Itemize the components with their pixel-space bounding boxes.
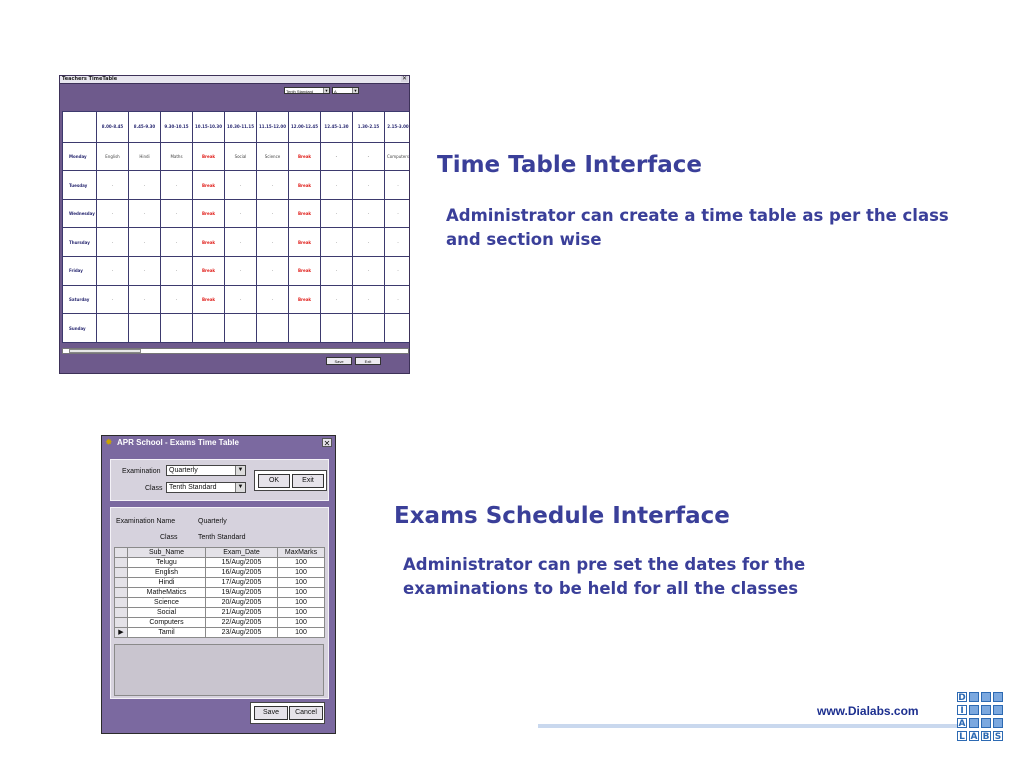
table-cell-date[interactable]: 15/Aug/2005 [206,558,278,568]
period-header: 2.15-3.00 [385,112,411,143]
day-label: Sunday [63,314,97,343]
logo-tile [993,705,1003,715]
table-cell-sub[interactable]: Tamil [128,628,206,638]
timetable-cell[interactable] [257,314,289,343]
timetable-cell[interactable]: Break [289,257,321,286]
period-header: 12.45-1.30 [321,112,353,143]
timetable-cell[interactable]: Break [289,142,321,171]
timetable-cell[interactable]: Break [193,142,225,171]
timetable-cell[interactable]: · [129,285,161,314]
class-value: Tenth Standard [198,534,246,541]
scrollbar-thumb[interactable] [69,349,141,353]
timetable-day-row [63,171,411,200]
timetable-cell[interactable]: Hindi [129,142,161,171]
dialabs-logo [957,692,1007,748]
table-cell-max[interactable]: 100 [278,608,325,618]
chevron-down-icon[interactable]: ▼ [353,88,358,93]
timetable-cell[interactable]: · [225,257,257,286]
timetable-cell[interactable]: · [321,257,353,286]
table-row[interactable] [115,608,325,618]
timetable-cell[interactable]: Break [289,228,321,257]
timetable-cell[interactable]: - [353,142,385,171]
timetable-cell[interactable]: Social [225,142,257,171]
examination-label: Examination [122,468,161,475]
examination-select[interactable] [166,465,246,476]
save-button[interactable]: Save [326,357,352,365]
column-header[interactable]: MaxMarks [278,548,325,558]
timetable-cell[interactable]: · [257,228,289,257]
table-cell-date[interactable]: 21/Aug/2005 [206,608,278,618]
row-selector[interactable] [115,588,128,598]
cancel-button[interactable]: Cancel [289,706,323,720]
timetable-cell[interactable]: · [129,171,161,200]
timetable-cell[interactable]: Break [289,171,321,200]
footer-divider [538,724,958,728]
row-selector[interactable] [115,608,128,618]
timetable-day-row [63,199,411,228]
row-selector[interactable] [115,568,128,578]
exam-selection-panel [110,459,329,501]
timetable-cell[interactable]: · [257,199,289,228]
timetable-cell[interactable]: Break [289,199,321,228]
table-cell-max[interactable]: 100 [278,628,325,638]
table-cell-sub[interactable]: English [128,568,206,578]
timetable-cell[interactable]: Break [289,285,321,314]
exams-description: Administrator can pre set the dates for the examinations to be held for all the classes [403,555,806,598]
timetable-cell[interactable]: Break [193,257,225,286]
save-cancel-group [250,702,325,724]
timetable-cell[interactable]: Break [193,171,225,200]
period-header: 12.00-12.45 [289,112,321,143]
exams-window-title: APR School - Exams Time Table [117,438,239,447]
chevron-down-icon[interactable]: ▼ [324,88,329,93]
timetable-cell[interactable]: · [385,257,411,286]
close-icon[interactable]: ✕ [323,439,331,448]
timetable-day-row [63,142,411,171]
timetable-day-row [63,314,411,343]
logo-tile [969,705,979,715]
timetable-titlebar [60,76,409,84]
timetable-cell[interactable]: · [161,285,193,314]
day-label: Saturday [63,285,97,314]
ok-button[interactable]: OK [258,474,290,488]
timetable-cell[interactable]: · [353,285,385,314]
class-label: Class [160,534,178,541]
table-cell-date[interactable]: 19/Aug/2005 [206,588,278,598]
table-cell-date[interactable]: 23/Aug/2005 [206,628,278,638]
ok-exit-group [254,470,327,491]
timetable-cell[interactable]: · [353,257,385,286]
logo-letter: L [957,731,967,741]
table-row[interactable] [115,598,325,608]
class-select-value: Tenth Standard [169,484,217,491]
period-header: 10.15-10.30 [193,112,225,143]
teachers-timetable-window [59,75,410,374]
timetable-description: Administrator can create a time table as per the class and section wise [446,206,949,249]
timetable-day-row [63,228,411,257]
table-cell-sub[interactable]: Science [128,598,206,608]
timetable-cell[interactable]: · [129,257,161,286]
table-cell-max[interactable]: 100 [278,568,325,578]
timetable-cell[interactable]: · [385,228,411,257]
logo-tile [981,705,991,715]
timetable-cell[interactable]: · [129,228,161,257]
timetable-cell[interactable] [289,314,321,343]
timetable-cell[interactable]: · [257,285,289,314]
exams-titlebar [102,436,335,449]
row-selector[interactable] [115,558,128,568]
logo-tile [981,718,991,728]
logo-tile [981,692,991,702]
timetable-cell[interactable] [321,314,353,343]
logo-letter: S [994,732,1002,742]
row-selector[interactable] [115,578,128,588]
timetable-cell[interactable]: · [161,228,193,257]
website-link[interactable]: www.Dialabs.com [817,704,919,718]
day-label: Monday [63,142,97,171]
timetable-cell[interactable]: Science [257,142,289,171]
chevron-down-icon[interactable]: ▼ [235,483,245,492]
logo-letter: A [958,719,966,729]
timetable-cell[interactable] [385,314,411,343]
timetable-grid [62,111,410,343]
section-select-value: A [334,89,337,94]
timetable-cell[interactable]: · [353,171,385,200]
timetable-cell[interactable]: · [97,199,129,228]
timetable-cell[interactable]: · [97,228,129,257]
table-row[interactable] [115,568,325,578]
row-pointer-icon[interactable]: ▶ [115,628,128,638]
day-label: Friday [63,257,97,286]
timetable-cell[interactable]: English [97,142,129,171]
table-cell-sub[interactable]: Social [128,608,206,618]
logo-letter: D [958,693,966,703]
save-button[interactable]: Save [254,706,288,720]
timetable-cell[interactable]: Break [193,199,225,228]
app-icon: ✸ [105,437,113,447]
timetable-cell[interactable]: · [257,171,289,200]
table-row[interactable] [115,588,325,598]
class-label: Class [145,485,163,492]
logo-tile [969,718,979,728]
timetable-day-row [63,285,411,314]
period-header: 1.30-2.15 [353,112,385,143]
class-select[interactable] [284,87,330,94]
timetable-cell[interactable] [129,314,161,343]
table-row[interactable] [115,558,325,568]
class-select-value: Tenth Standard [286,89,314,94]
class-select[interactable] [166,482,246,493]
timetable-cell[interactable]: · [321,171,353,200]
period-header: 8.45-9.30 [129,112,161,143]
exams-timetable-window [101,435,336,734]
timetable-cell[interactable]: · [97,171,129,200]
timetable-cell[interactable]: · [321,285,353,314]
table-cell-sub[interactable]: MatheMatics [128,588,206,598]
timetable-cell[interactable]: Maths [161,142,193,171]
exam-schedule-grid [114,547,325,638]
period-header: 9.30-10.15 [161,112,193,143]
table-cell-max[interactable]: 100 [278,578,325,588]
timetable-cell[interactable]: · [129,199,161,228]
row-selector[interactable] [115,618,128,628]
timetable-cell[interactable]: · [353,228,385,257]
timetable-cell[interactable]: Computers [385,142,411,171]
timetable-cell[interactable]: · [161,171,193,200]
column-header[interactable]: Sub_Name [128,548,206,558]
logo-tile [993,692,1003,702]
day-label: Thursday [63,228,97,257]
timetable-cell[interactable]: · [385,285,411,314]
timetable-cell[interactable]: Break [193,228,225,257]
column-header[interactable]: Exam_Date [206,548,278,558]
timetable-cell[interactable]: · [321,199,353,228]
exit-button[interactable]: Exit [292,474,324,488]
exam-name-label: Examination Name [116,518,176,525]
timetable-cell[interactable]: · [257,257,289,286]
timetable-cell[interactable]: · [161,199,193,228]
logo-letter: A [970,732,978,742]
timetable-cell[interactable]: · [225,228,257,257]
timetable-cell[interactable]: · [97,285,129,314]
table-cell-date[interactable]: 16/Aug/2005 [206,568,278,578]
logo-tile [993,718,1003,728]
grid-header-row [115,548,325,558]
row-selector-header [115,548,128,558]
timetable-day-row [63,257,411,286]
table-cell-sub[interactable]: Hindi [128,578,206,588]
period-header: 8.00-8.45 [97,112,129,143]
timetable-cell[interactable]: · [225,285,257,314]
period-header: 10.30-11.15 [225,112,257,143]
day-label: Tuesday [63,171,97,200]
table-row[interactable] [115,578,325,588]
table-cell-sub[interactable]: Telugu [128,558,206,568]
table-cell-date[interactable]: 20/Aug/2005 [206,598,278,608]
timetable-cell[interactable]: · [385,199,411,228]
close-icon[interactable]: ✕ [401,76,408,82]
table-cell-max[interactable]: 100 [278,558,325,568]
grid-empty-area [114,644,324,696]
chevron-down-icon[interactable]: ▼ [235,466,245,475]
timetable-cell[interactable] [97,314,129,343]
save-cancel-frame [250,702,325,724]
table-cell-date[interactable]: 17/Aug/2005 [206,578,278,588]
table-cell-max[interactable]: 100 [278,598,325,608]
table-row[interactable] [115,618,325,628]
day-label: Wednesday [63,199,97,228]
timetable-cell[interactable]: · [225,199,257,228]
exit-button[interactable]: Exit [355,357,381,365]
logo-letter: B [982,732,990,742]
horizontal-scrollbar[interactable] [62,348,409,354]
timetable-cell[interactable]: · [353,199,385,228]
timetable-cell[interactable]: · [385,171,411,200]
table-cell-max[interactable]: 100 [278,588,325,598]
timetable-header-row [63,112,411,143]
timetable-cell[interactable] [193,314,225,343]
timetable-cell[interactable]: · [321,228,353,257]
exams-heading: Exams Schedule Interface [394,503,730,529]
period-header: 11.15-12.00 [257,112,289,143]
table-cell-date[interactable]: 22/Aug/2005 [206,618,278,628]
timetable-heading: Time Table Interface [437,152,702,178]
timetable-cell[interactable]: · [225,171,257,200]
timetable-cell[interactable] [353,314,385,343]
timetable-cell[interactable]: Break [193,285,225,314]
timetable-window-title: Teachers TimeTable [62,76,118,82]
timetable-cell[interactable]: · [161,257,193,286]
section-select[interactable] [332,87,359,94]
row-selector[interactable] [115,598,128,608]
table-cell-sub[interactable]: Computers [128,618,206,628]
table-cell-max[interactable]: 100 [278,618,325,628]
exam-name-value: Quarterly [198,518,227,525]
timetable-cell[interactable] [225,314,257,343]
logo-tile [969,692,979,702]
timetable-cell[interactable]: · [97,257,129,286]
logo-letter: I [957,705,967,715]
timetable-cell[interactable]: - [321,142,353,171]
examination-select-value: Quarterly [169,467,198,474]
corner-cell [63,112,97,143]
table-row[interactable] [115,628,325,638]
timetable-cell[interactable] [161,314,193,343]
